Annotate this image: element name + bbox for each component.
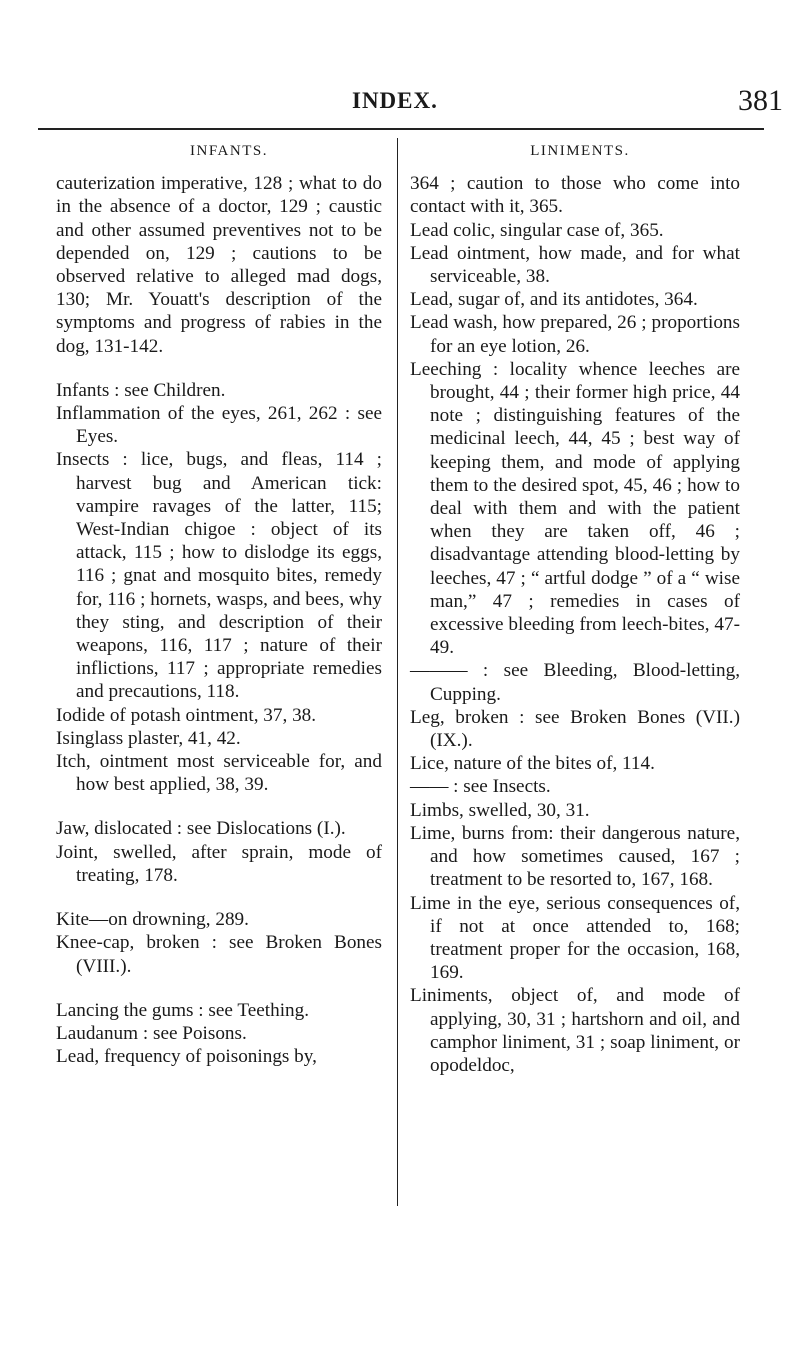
left-column-heading: INFANTS. — [190, 143, 268, 159]
index-entry: 364 ; caution to those who come into contact with it, 365. — [410, 173, 740, 218]
index-entry: Joint, swelled, after sprain, mode of treating, 178. — [56, 841, 382, 886]
index-entry: Lancing the gums : see Teething. — [56, 999, 310, 1021]
index-entry: Lime, burns from: their dangerous nature, and how sometimes caused, 167 ; treatment to be resorted to, 167, 168. — [410, 822, 740, 891]
index-entry: Lead ointment, how made, and for what serviceable, 38. — [410, 242, 740, 288]
index-entry: Limbs, swelled, 30, 31. — [410, 799, 590, 821]
index-entry: ——— : see Bleeding, Blood-letting, Cupping. — [410, 660, 740, 705]
index-entry: Infants : see Children. — [56, 379, 226, 401]
index-entry: Laudanum : see Poisons. — [56, 1022, 247, 1044]
index-entry: Lime in the eye, serious consequences of, if not at once attended to, 168; treatment proper for the occasion, 168, 169. — [410, 892, 740, 984]
right-column-heading: LINIMENTS. — [530, 143, 630, 159]
index-entry: Liniments, object of, and mode of applying, 30, 31 ; hartshorn and oil, and camphor liniment, 31 ; soap liniment, or opodeldoc, — [410, 985, 740, 1076]
column-divider — [397, 138, 398, 1206]
left-column — [56, 140, 382, 1068]
index-entry: Itch, ointment most serviceable for, and how best applied, 38, 39. — [56, 751, 382, 796]
index-entry: Iodide of potash ointment, 37, 38. — [56, 704, 317, 726]
header-rule — [38, 128, 764, 130]
index-entry: Leeching : locality whence leeches are brought, 44 ; their former high price, 44 note ; distinguishing features of the medicinal leech, 44, 45 ; best way of keeping them, and mode of applying them to the desired spot, 45, 46 ; how to deal with them and with the patient when they are taken off, 46 ; disadvantage attending blood-letting by leeches, 47 ; “ artful dodge ” of a “ wise man,” 47 ; remedies in cases of excessive bleeding from leech-bites, 47-49. — [410, 358, 740, 659]
right-column — [410, 140, 740, 1077]
index-entry: Lice, nature of the bites of, 114. — [410, 753, 655, 775]
index-entry: Inflammation of the eyes, 261, 262 : see Eyes. — [56, 403, 382, 448]
index-entry: Isinglass plaster, 41, 42. — [56, 727, 241, 749]
index-entry: Kite—on drowning, 289. — [56, 909, 249, 931]
index-entry: cauterization imperative, 128 ; what to do in the absence of a doctor, 129 ; caustic and other assumed preventives not to be depended on, 129 ; cautions to be observed relative to alleged mad dogs, 130; Mr. Youatt's description of the symptoms and progress of rabies in the dog, 131-142. — [56, 173, 382, 357]
index-entry: —— : see Insects. — [410, 776, 551, 798]
index-entry: Leg, broken : see Broken Bones (VII.) (IX.). — [410, 706, 740, 752]
running-title: INDEX. — [352, 88, 438, 113]
index-entry: Jaw, dislocated : see Dislocations (I.). — [56, 818, 346, 840]
index-entry: Lead, sugar of, and its antidotes, 364. — [410, 289, 698, 311]
index-entry: Lead, frequency of poisonings by, — [56, 1046, 317, 1068]
index-entry: Lead colic, singular case of, 365. — [410, 219, 664, 241]
page-number: 381 — [738, 84, 783, 117]
page-header — [0, 84, 800, 124]
index-entry: Lead wash, how prepared, 26 ; proportions for an eye lotion, 26. — [410, 312, 740, 357]
index-entry: Insects : lice, bugs, and fleas, 114 ; harvest bug and American tick: vampire ravages of the latter, 115; West-Indian chigoe : object of its attack, 115 ; how to dislodge its eggs, 116 ; gnat and mosquito bites, remedy for, 116 ; hornets, wasps, and bees, why they sting, and description of their weapons, 116, 117 ; nature of their inflictions, 117 ; appropriate remedies and precautions, 118. — [56, 449, 382, 703]
index-entry: Knee-cap, broken : see Broken Bones (VIII.). — [56, 932, 382, 977]
